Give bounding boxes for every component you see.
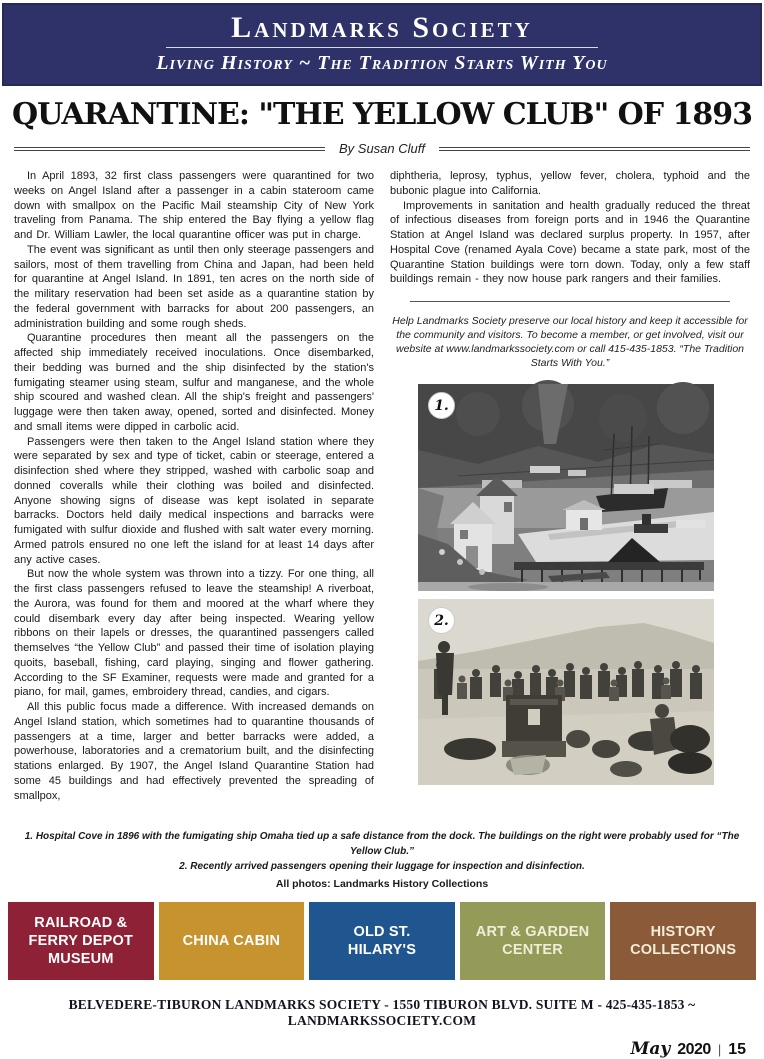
article-headline: QUARANTINE: "THE YELLOW CLUB" OF 1893 <box>11 97 753 132</box>
society-address: BELVEDERE-TIBURON LANDMARKS SOCIETY - 1550 TIBURON BLVD. SUITE M - 425-435-1853 ~ LANDMARKSSOCIETY.COM <box>68 997 696 1028</box>
paragraph: Improvements in sanitation and health gradually reduced the threat of infectious diseases from foreign ports and in 1946 the Quarantine Station at Angel Island was declared surplus property. In 1957, after Hospital Cove (renamed Ayala Cove) became a state park, most of the Quarantine Station buildings were torn down. Today, only a few staff buildings remain - they now house park rangers and their families. <box>390 199 750 286</box>
byline-rule-left <box>14 147 325 151</box>
left-column <box>14 169 374 817</box>
site-label: HISTORY COLLECTIONS <box>630 924 737 958</box>
masthead-banner <box>2 3 762 86</box>
photo-hospital-cove-image <box>418 384 714 591</box>
masthead-divider <box>166 47 598 48</box>
paragraph: Quarantine procedures then meant all the passengers on the affected ship immediately received inoculations. Once disembarked, their bedding was burned and the ship disinfected by the station's fumigating steamer using steam, sulfur and manganese, and the whole ship scoured and washed clean. All the ship's freight and passengers' luggage were then taken away, opened, sorted and disinfected. Money and small items were dipped in carbolic acid. <box>14 332 374 433</box>
byline-rule-right <box>439 147 750 151</box>
caption-photo-1: 1. Hospital Cove in 1896 with the fumigating ship Omaha tied up a safe distance from the dock. The buildings on the right were probably used for “The Yellow Club.” <box>24 831 740 857</box>
membership-note: Help Landmarks Society preserve our local history and keep it accessible for the community and visitors. To become a member, or get involved, visit our website at www.landmarkssociety.com or call 415-435-1853. “The Tradition Starts With You.” <box>392 315 748 369</box>
photo-passengers-luggage <box>418 599 714 785</box>
issue-month: May <box>630 1039 671 1059</box>
site-block-railroad-ferry-depot-museum <box>8 902 154 980</box>
photo-passengers-luggage-image <box>418 599 714 785</box>
article-end-rule <box>410 301 730 302</box>
paragraph: The event was significant as until then only steerage passengers and sailors, most of them travelling from China and Japan, had been held for quarantine at Angel Island. In 1891, ten acres on the north side of the military reservation had been set aside as a quarantine station by the federal government with barracks for about 200 passengers, an administration building and some rough sheds. <box>14 243 374 330</box>
newsletter-page <box>0 3 764 1059</box>
right-column <box>390 169 750 817</box>
byline-row <box>14 141 750 156</box>
issue-folio <box>0 1039 746 1059</box>
page-number: 15 <box>728 1041 746 1058</box>
site-label: CHINA CABIN <box>182 933 281 949</box>
paragraph: Passengers were then taken to the Angel Island station where they were separated by sex and type of ticket, cabin or steerage, entered a disinfection shed where they stripped, washed with carbolic soap and donned coveralls while their clothing was boiled and disinfected. Anyone showing signs of disease was kept isolated in separate barracks. Doctors held daily medical inspections and barracks were fumigated with sulfur dioxide and flushed with salt water every morning. Armed patrols ensured no one left the island for at least 14 days after any active cases. <box>14 435 374 566</box>
society-name: Landmarks Society <box>231 11 533 44</box>
paragraph: In April 1893, 32 first class passengers were quarantined for two weeks on Angel Island after a passenger in a cabin stateroom came down with smallpox on the Pacific Mail steamship City of New York traveling from Panama. The ship entered the Bay flying a yellow flag and Dr. William Lawler, the local quarantine officer was put in charge. <box>14 170 374 241</box>
landmark-sites-row <box>8 902 756 980</box>
society-tagline: Living History ~ The Tradition Starts With You <box>156 52 608 74</box>
paragraph: But now the whole system was thrown into a tizzy. For one thing, all the first class passengers refused to leave the steamship! A riverboat, the Aurora, was found for them and moored at the wharf where they could disembark every day after being inspected. Wearing yellow ribbons on their lapels or dresses, the quarantined passengers called themselves “the Yellow Club” and passed their time of isolation playing quoits, baseball, fishing, card playing, singing and flower gathering. According to the SF Examiner, requests were made and granted for a piano, for mail, games, embroidery thread, candies, and cigars. <box>14 568 374 699</box>
site-block-china-cabin <box>159 902 305 980</box>
site-label: OLD ST. HILARY'S <box>347 924 417 958</box>
photo-2-badge: 2. <box>428 607 455 634</box>
site-block-history-collections <box>610 902 756 980</box>
photo-credit: All photos: Landmarks History Collections <box>275 878 489 890</box>
article-body <box>14 169 750 817</box>
site-block-old-st-hilarys <box>309 902 455 980</box>
site-label: ART & GARDEN CENTER <box>475 924 590 958</box>
article-byline: By Susan Cluff <box>339 141 425 156</box>
paragraph: diphtheria, leprosy, typhus, yellow fever, cholera, typhoid and the bubonic plague into California. <box>390 170 750 197</box>
issue-year: 2020 <box>677 1041 711 1058</box>
site-label: RAILROAD & FERRY DEPOT MUSEUM <box>28 915 134 967</box>
paragraph: All this public focus made a difference. With increased demands on Angel Island station, which sometimes had to quarantine thousands of passengers at a time, larger and better barracks were added, a powerhouse, laboratories and a crematorium built, and the disinfecting stations enlarged. By 1907, the Angel Island Quarantine Station had some 45 buildings and had effectively prevented the spreading of smallpox, <box>14 701 374 802</box>
site-block-art-garden-center <box>460 902 606 980</box>
caption-photo-2: 2. Recently arrived passengers opening their luggage for inspection and disinfection. <box>179 861 585 872</box>
photo-hospital-cove <box>418 384 714 591</box>
photo-1-badge: 1. <box>428 392 455 419</box>
folio-divider: | <box>717 1042 722 1057</box>
photo-captions <box>0 829 764 892</box>
